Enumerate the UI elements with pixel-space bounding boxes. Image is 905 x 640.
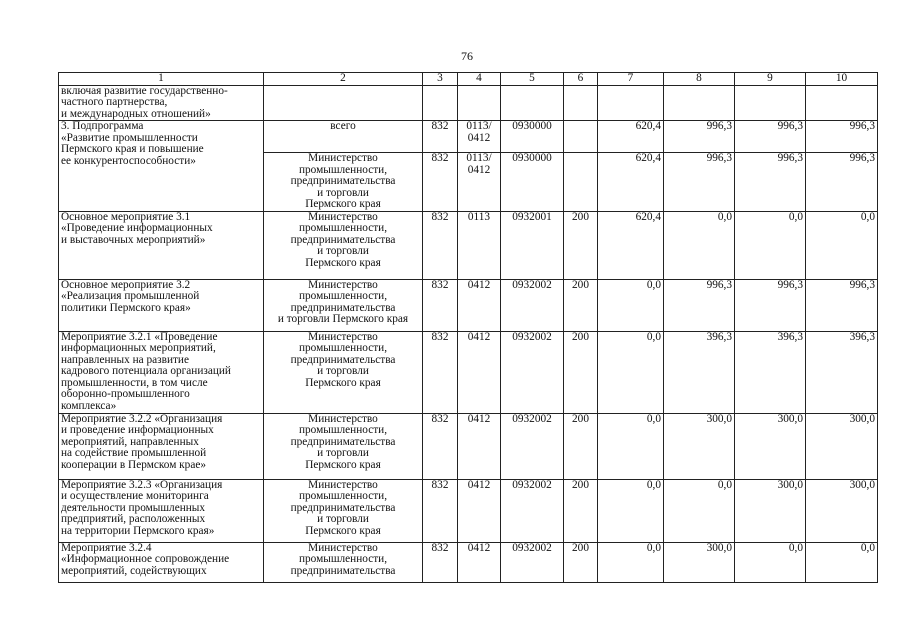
value-cell xyxy=(458,85,501,121)
value-cell: 996,3 xyxy=(735,153,806,212)
value-cell: 0932002 xyxy=(501,331,564,413)
activity-name-cell: Мероприятие 3.2.1 «Проведение информационных мероприятий, направленных на развитие кадрового потенциала организаций промышленности, в том числе оборонно-промышленного комплекса» xyxy=(59,331,264,413)
column-header: 7 xyxy=(598,73,664,86)
executor-cell: Министерство промышленности, предпринимательства xyxy=(264,542,423,582)
value-cell: 0932001 xyxy=(501,211,564,279)
value-cell xyxy=(501,85,564,121)
column-header: 10 xyxy=(806,73,878,86)
table-row xyxy=(59,85,878,121)
value-cell: 0,0 xyxy=(735,211,806,279)
value-cell: 996,3 xyxy=(664,121,735,153)
activity-name-cell: Мероприятие 3.2.4 «Информационное сопровождение мероприятий, содействующих xyxy=(59,542,264,582)
column-header: 2 xyxy=(264,73,423,86)
value-cell: 0,0 xyxy=(598,331,664,413)
value-cell: 0,0 xyxy=(598,479,664,542)
value-cell: 0412 xyxy=(458,542,501,582)
executor-cell: всего xyxy=(264,121,423,153)
value-cell: 300,0 xyxy=(664,413,735,479)
value-cell: 200 xyxy=(564,279,598,331)
executor-cell: Министерство промышленности, предпринимательства и торговли Пермского края xyxy=(264,413,423,479)
budget-table xyxy=(58,72,878,583)
value-cell: 0932002 xyxy=(501,279,564,331)
activity-name-cell: Основное мероприятие 3.1 «Проведение информационных и выставочных мероприятий» xyxy=(59,211,264,279)
value-cell: 620,4 xyxy=(598,153,664,212)
page-number: 76 xyxy=(461,49,473,63)
table-row xyxy=(59,211,878,279)
value-cell xyxy=(664,85,735,121)
value-cell: 200 xyxy=(564,331,598,413)
executor-cell: Министерство промышленности, предпринимательства и торговли Пермского края xyxy=(264,479,423,542)
value-cell: 0932002 xyxy=(501,542,564,582)
executor-cell xyxy=(264,85,423,121)
value-cell: 620,4 xyxy=(598,211,664,279)
value-cell: 996,3 xyxy=(735,121,806,153)
value-cell: 0,0 xyxy=(735,542,806,582)
value-cell: 396,3 xyxy=(806,331,878,413)
value-cell: 832 xyxy=(423,153,458,212)
value-cell: 996,3 xyxy=(664,153,735,212)
value-cell: 200 xyxy=(564,211,598,279)
executor-cell: Министерство промышленности, предпринимательства и торговли Пермского края xyxy=(264,279,423,331)
activity-name-cell: Основное мероприятие 3.2 «Реализация промышленной политики Пермского края» xyxy=(59,279,264,331)
header-row xyxy=(59,73,878,86)
activity-name-cell: 3. Подпрограмма «Развитие промышленности Пермского края и повышение ее конкурентоспособности» xyxy=(59,121,264,212)
value-cell: 0,0 xyxy=(664,211,735,279)
value-cell: 0,0 xyxy=(806,211,878,279)
value-cell: 0,0 xyxy=(598,413,664,479)
value-cell: 300,0 xyxy=(806,479,878,542)
column-header: 4 xyxy=(458,73,501,86)
executor-cell: Министерство промышленности, предпринимательства и торговли Пермского края xyxy=(264,331,423,413)
value-cell: 0412 xyxy=(458,413,501,479)
column-header: 1 xyxy=(59,73,264,86)
value-cell: 832 xyxy=(423,121,458,153)
value-cell: 832 xyxy=(423,279,458,331)
value-cell xyxy=(735,85,806,121)
activity-name-cell: Мероприятие 3.2.2 «Организация и проведение информационных мероприятий, направленных на содействие промышленной кооперации в Пермском крае» xyxy=(59,413,264,479)
table-row xyxy=(59,279,878,331)
value-cell: 200 xyxy=(564,542,598,582)
value-cell: 396,3 xyxy=(735,331,806,413)
value-cell: 832 xyxy=(423,542,458,582)
value-cell: 832 xyxy=(423,479,458,542)
value-cell: 0932002 xyxy=(501,413,564,479)
value-cell: 996,3 xyxy=(664,279,735,331)
value-cell: 0113/ 0412 xyxy=(458,121,501,153)
column-header: 5 xyxy=(501,73,564,86)
column-header: 3 xyxy=(423,73,458,86)
value-cell: 832 xyxy=(423,413,458,479)
value-cell: 0412 xyxy=(458,479,501,542)
value-cell: 200 xyxy=(564,413,598,479)
activity-name-cell: включая развитие государственно- частного партнерства, и международных отношений» xyxy=(59,85,264,121)
value-cell: 0930000 xyxy=(501,153,564,212)
column-header: 9 xyxy=(735,73,806,86)
value-cell: 996,3 xyxy=(806,153,878,212)
executor-cell: Министерство промышленности, предпринимательства и торговли Пермского края xyxy=(264,153,423,212)
value-cell: 300,0 xyxy=(664,542,735,582)
value-cell: 620,4 xyxy=(598,121,664,153)
value-cell: 996,3 xyxy=(806,121,878,153)
value-cell: 0412 xyxy=(458,279,501,331)
value-cell: 996,3 xyxy=(735,279,806,331)
value-cell xyxy=(598,85,664,121)
value-cell xyxy=(564,85,598,121)
value-cell: 200 xyxy=(564,479,598,542)
value-cell: 0,0 xyxy=(598,279,664,331)
value-cell: 0932002 xyxy=(501,479,564,542)
value-cell: 832 xyxy=(423,331,458,413)
value-cell: 0930000 xyxy=(501,121,564,153)
value-cell: 0,0 xyxy=(664,479,735,542)
value-cell: 0412 xyxy=(458,331,501,413)
value-cell: 300,0 xyxy=(735,413,806,479)
table-row xyxy=(59,121,878,153)
value-cell: 0113/ 0412 xyxy=(458,153,501,212)
value-cell: 996,3 xyxy=(806,279,878,331)
column-header: 8 xyxy=(664,73,735,86)
value-cell: 0113 xyxy=(458,211,501,279)
value-cell: 0,0 xyxy=(806,542,878,582)
value-cell xyxy=(423,85,458,121)
value-cell: 300,0 xyxy=(735,479,806,542)
value-cell: 300,0 xyxy=(806,413,878,479)
executor-cell: Министерство промышленности, предпринимательства и торговли Пермского края xyxy=(264,211,423,279)
column-header: 6 xyxy=(564,73,598,86)
value-cell: 0,0 xyxy=(598,542,664,582)
table-row xyxy=(59,479,878,542)
table-row xyxy=(59,331,878,413)
value-cell: 396,3 xyxy=(664,331,735,413)
value-cell xyxy=(564,153,598,212)
activity-name-cell: Мероприятие 3.2.3 «Организация и осуществление мониторинга деятельности промышленных предприятий, расположенных на территории Пермского края» xyxy=(59,479,264,542)
value-cell xyxy=(806,85,878,121)
value-cell: 832 xyxy=(423,211,458,279)
value-cell xyxy=(564,121,598,153)
table-row xyxy=(59,413,878,479)
table-row xyxy=(59,542,878,582)
